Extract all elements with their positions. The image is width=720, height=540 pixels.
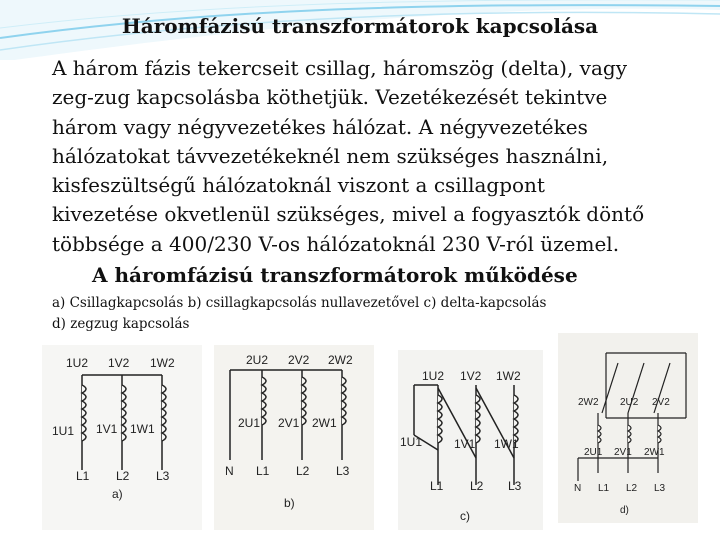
terminal-label: 2V1: [278, 416, 300, 430]
diagram-b-star-neutral: [214, 345, 374, 530]
diagram-a-star: [42, 345, 202, 530]
terminal-label: 2W2: [328, 353, 353, 367]
section-subtitle: A háromfázisú transzformátorok működése: [92, 263, 578, 287]
terminal-label: L1: [598, 483, 610, 494]
terminal-label: L3: [336, 464, 350, 478]
figure-caption: [52, 293, 692, 335]
terminal-label: L3: [508, 479, 522, 493]
terminal-label: 1U1: [52, 424, 75, 438]
caption-line: a) Csillagkapcsolás b) csillagkapcsolás nullavezetővel c) delta-kapcsolás: [52, 295, 547, 311]
diagram-tag: c): [460, 509, 470, 523]
terminal-label: 2W1: [644, 447, 665, 458]
paragraph-line: többsége a 400/230 V-os hálózatoknál 230 V-ról üzemel.: [52, 231, 620, 256]
terminal-label: 1W1: [494, 437, 519, 451]
terminal-label: 1U2: [422, 369, 445, 383]
terminal-label: 2U2: [246, 353, 269, 367]
terminal-label: N: [225, 464, 234, 478]
terminal-label: 2U1: [238, 416, 261, 430]
paragraph-line: három vagy négyvezetékes hálózat. A négyvezetékes: [52, 114, 588, 139]
terminal-label: L2: [626, 483, 638, 494]
terminal-label: 1W2: [496, 369, 521, 383]
terminal-label: 1V1: [454, 437, 476, 451]
terminal-label: 2U1: [584, 447, 603, 458]
page-title: Háromfázisú transzformátorok kapcsolása: [121, 14, 599, 38]
terminal-label: 1V2: [460, 369, 482, 383]
terminal-label: 1V1: [96, 422, 118, 436]
terminal-label: 1W1: [130, 422, 155, 436]
terminal-label: N: [574, 483, 582, 494]
paragraph-line: hálózatokat távvezetékeknél nem szükséges használni,: [52, 143, 609, 168]
paragraph-line: kivezetése okvetlenül szükséges, mivel a fogyasztók döntő: [52, 202, 645, 227]
terminal-label: 1V2: [108, 356, 130, 370]
terminal-label: L1: [256, 464, 270, 478]
terminal-label: L1: [430, 479, 444, 493]
terminal-label: L2: [296, 464, 310, 478]
diagram-tag: b): [284, 496, 295, 510]
terminal-label: 1U1: [400, 435, 423, 449]
caption-line: d) zegzug kapcsolás: [52, 316, 190, 332]
terminal-label: L1: [76, 469, 90, 483]
terminal-label: 2W1: [312, 416, 337, 430]
terminal-label: L2: [470, 479, 484, 493]
terminal-label: 2W2: [578, 397, 599, 408]
terminal-label: L3: [654, 483, 666, 494]
paragraph-line: zeg-zug kapcsolásba köthetjük. Vezetékezését tekintve: [52, 85, 608, 110]
paragraph-line: kisfeszültségű hálózatoknál viszont a csillagpont: [52, 173, 545, 198]
paragraph-line: A három fázis tekercseit csillag, háromszög (delta), vagy: [52, 56, 627, 80]
terminal-label: 2V1: [614, 447, 632, 458]
diagram-c-delta: [398, 350, 543, 530]
terminal-label: 2U2: [620, 397, 639, 408]
diagram-d-zigzag: [558, 333, 698, 523]
terminal-label: 2V2: [652, 397, 670, 408]
terminal-label: 1W2: [150, 356, 175, 370]
terminal-label: 2V2: [288, 353, 310, 367]
terminal-label: 1U2: [66, 356, 89, 370]
terminal-label: L3: [156, 469, 170, 483]
terminal-label: L2: [116, 469, 130, 483]
diagram-tag: a): [112, 487, 123, 501]
diagram-tag: d): [620, 505, 629, 516]
body-paragraph: [52, 54, 692, 259]
